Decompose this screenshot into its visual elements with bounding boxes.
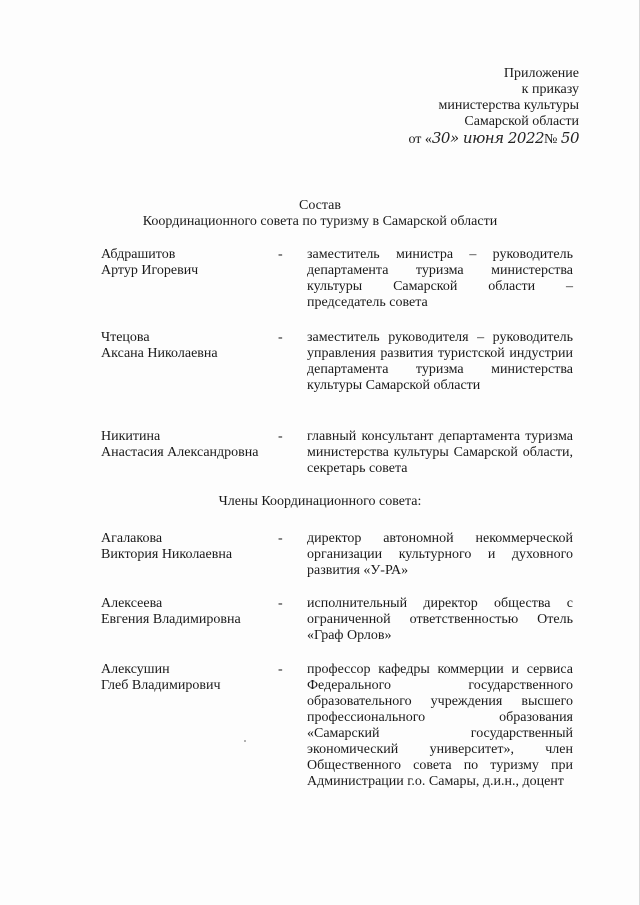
title [0,198,640,230]
title-line: Координационного совета по туризму в Самарской области [142,214,498,229]
given-name: Виктория Николаевна [101,547,233,562]
dash: - [278,531,283,546]
appendix-line: Самарской области [464,114,579,129]
title-line: Состав [298,198,341,213]
given-name: Глеб Владимирович [101,678,221,693]
person-name [101,429,281,461]
person-role: исполнительный директор общества с ограниченной ответственностью Отель «Граф Орлов» [307,596,573,643]
dash: - [278,662,283,677]
appendix-line: Приложение [503,66,579,81]
given-name: Евгения Владимировна [101,612,241,627]
person-role: заместитель руководителя – руководитель управления развития туристской индустрии департамента туризма министерства культуры Самарской области [307,330,573,393]
person-role: заместитель министра – руководитель департамента туризма министерства культуры Самарской области – председатель совета [307,247,573,310]
surname: Алексушин [101,662,170,677]
scan-speck [244,740,246,742]
surname: Алексеева [101,596,163,611]
dash: - [278,330,283,345]
person-name [101,330,281,362]
surname: Абдрашитов [101,247,176,262]
handwritten-date: 30» июня 2022 [431,129,545,147]
appendix-line: к приказу [521,82,579,97]
given-name: Аксана Николаевна [101,346,218,361]
person-role: главный консультант департамента туризма министерства культуры Самарской области, секретарь совета [307,429,573,476]
date-prefix: от « [408,132,432,147]
dash: - [278,596,283,611]
person-role: директор автономной некоммерческой организации культурного и духовного развития «У-РА» [307,531,573,578]
surname: Никитина [101,429,161,444]
appendix-line: министерства культуры [438,98,579,113]
person-role: профессор кафедры коммерции и сервиса Федерального государственного образовательного учреждения высшего профессионального образования «Самарский государственный экономический университет», член Общественного совета по туризму при Администрации г.о. Самары, д.и.н., доцент [307,662,573,789]
person-name [101,596,281,628]
members-heading: Члены Координационного совета: [218,494,422,509]
appendix-date-line [408,130,579,148]
given-name: Анастасия Александровна [101,445,259,460]
given-name: Артур Игоревич [101,263,199,278]
person-name [101,247,281,279]
surname: Чтецова [101,330,150,345]
person-name [101,662,281,694]
number-sign: № [544,132,558,147]
person-name [101,531,281,563]
appendix-block [408,66,579,148]
handwritten-number: 50 [560,129,579,147]
dash: - [278,429,283,444]
dash: - [278,247,283,262]
surname: Агалакова [101,531,163,546]
